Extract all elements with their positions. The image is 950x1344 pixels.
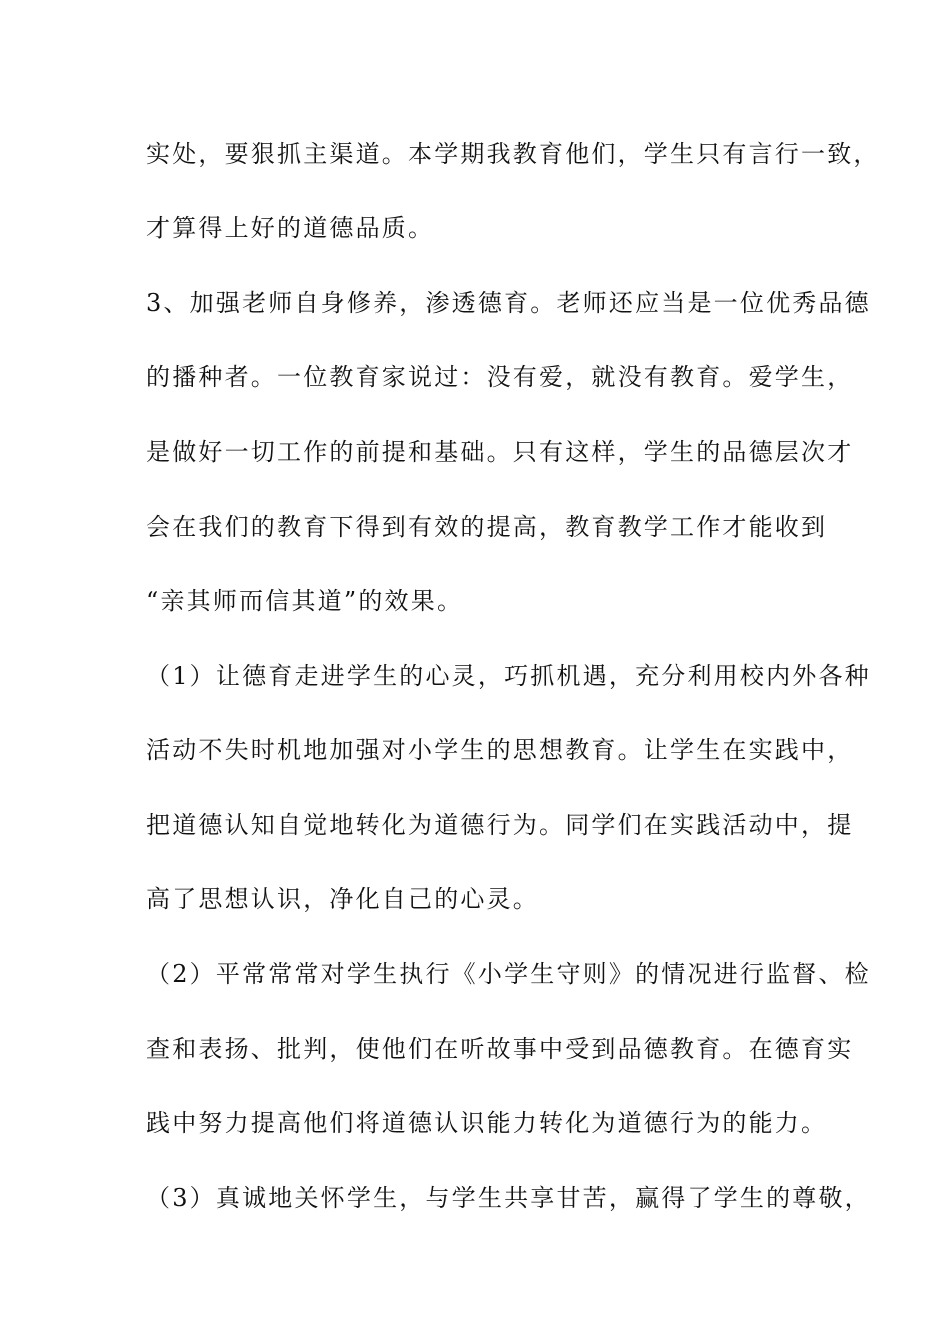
text-line: 查和表扬、批判，使他们在听故事中受到品德教育。在德育实 — [146, 1035, 854, 1063]
text-line: “亲其师而信其道”的效果。 — [146, 587, 464, 615]
text-line: （3）真诚地关怀学生，与学生共享甘苦，赢得了学生的尊敬， — [146, 1184, 871, 1212]
text-line: 3、加强老师自身修养，渗透德育。老师还应当是一位优秀品德 — [146, 289, 871, 317]
text-line: 践中努力提高他们将道德认识能力转化为道德行为的能力。 — [146, 1109, 828, 1137]
text-line: 是做好一切工作的前提和基础。只有这样，学生的品德层次才 — [146, 438, 854, 466]
text-line: （1）让德育走进学生的心灵，巧抓机遇，充分利用校内外各种 — [146, 662, 871, 690]
text-line: 实处，要狠抓主渠道。本学期我教育他们，学生只有言行一致， — [146, 140, 880, 168]
text-line: 才算得上好的道德品质。 — [146, 214, 435, 242]
text-line: 会在我们的教育下得到有效的提高，教育教学工作才能收到 — [146, 513, 828, 541]
text-line: 的播种者。一位教育家说过：没有爱，就没有教育。爱学生， — [146, 363, 854, 391]
text-line: 高了思想认识，净化自己的心灵。 — [146, 885, 539, 913]
text-line: 活动不失时机地加强对小学生的思想教育。让学生在实践中， — [146, 736, 854, 764]
text-line: （2）平常常常对学生执行《小学生守则》的情况进行监督、检 — [146, 960, 871, 988]
text-line: 把道德认知自觉地转化为道德行为。同学们在实践活动中，提 — [146, 811, 854, 839]
